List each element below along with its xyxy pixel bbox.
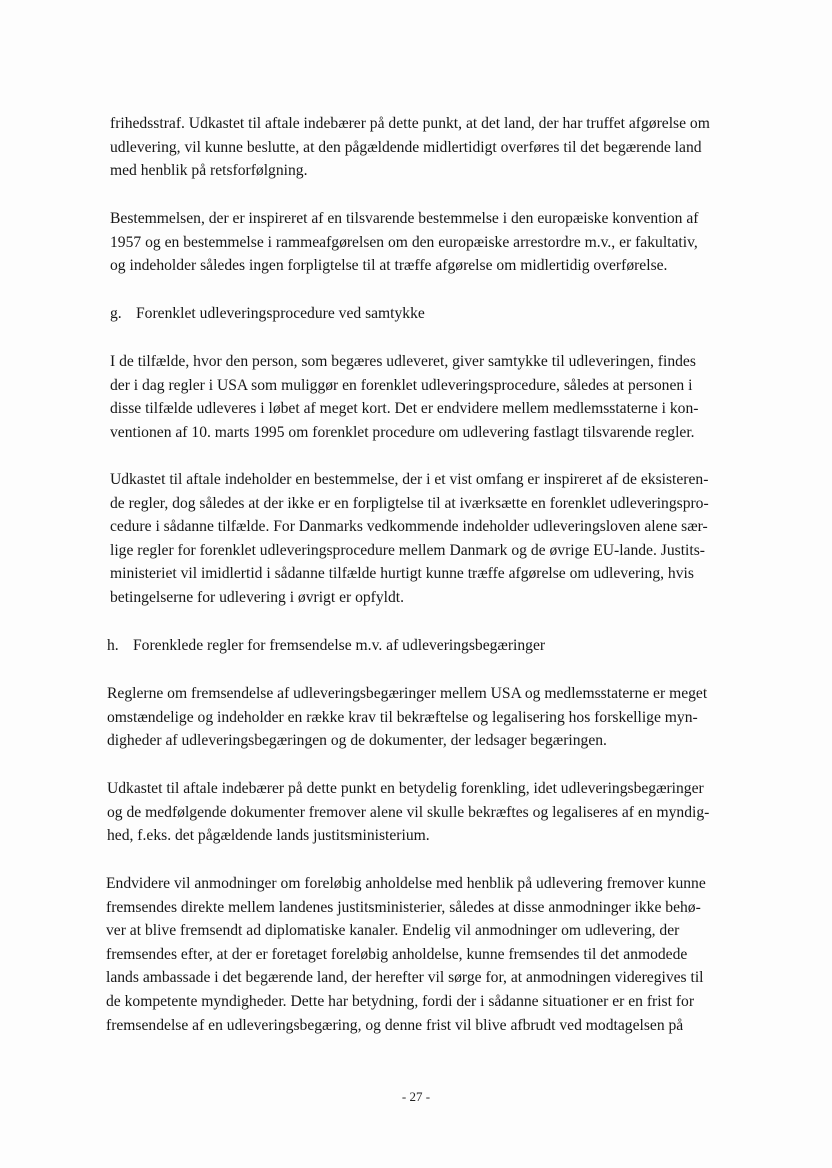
text-line: der i dag regler i USA som muliggør en forenklet udleveringsprocedure, således at personen i: [110, 376, 693, 394]
section-letter: h.: [107, 637, 119, 654]
section-letter: g.: [110, 305, 122, 322]
paragraph: [110, 112, 760, 183]
text-line: udlevering, vil kunne beslutte, at den pågældende midlertidigt overføres til det begærende land: [110, 138, 702, 156]
text-line: Udkastet til aftale indebærer på dette punkt en betydelig forenkling, idet udleveringsbegæringer: [107, 780, 704, 797]
paragraph: [107, 682, 757, 753]
paragraph: [106, 872, 756, 1037]
text-line: lands ambassade i det begærende land, der herefter vil sørge for, at anmodningen videregives til: [106, 969, 704, 987]
section-title: Forenklede regler for fremsendelse m.v. af udleveringsbegæringer: [133, 637, 546, 654]
text-line: frihedsstraf. Udkastet til aftale indebærer på dette punkt, at det land, der har truffet afgørelse om: [110, 115, 710, 132]
text-line: Udkastet til aftale indeholder en bestemmelse, der i et vist omfang er inspireret af de eksisteren-: [110, 471, 709, 488]
section-title: Forenklet udleveringsprocedure ved samtykke: [136, 305, 425, 322]
text-line: cedure i sådanne tilfælde. For Danmarks vedkommende indeholder udleveringsloven alene sær-: [110, 518, 708, 536]
text-line: Endvidere vil anmodninger om foreløbig anholdelse med henblik på udlevering fremover kunne: [106, 875, 706, 892]
text-line: fremsendes direkte mellem landenes justitsministerier, således at disse anmodninger ikke behø-: [106, 898, 701, 916]
paragraph: [107, 777, 757, 848]
text-line: og de medfølgende dokumenter fremover alene vil skulle bekræftes og legaliseres af en myndig-: [107, 803, 710, 821]
text-line: ver at blive fremsendt ad diplomatiske kanaler. Endelig vil anmodninger om udlevering, der: [106, 922, 680, 940]
text-line: de kompetente myndigheder. Dette har betydning, fordi der i sådanne situationer er en frist for: [106, 992, 695, 1010]
text-line: omstændelige og indeholder en række krav til bekræftelse og legalisering hos forskellige myn-: [107, 708, 698, 726]
text-line: 1957 og en bestemmelse i rammeafgørelsen om den europæiske arrestordre m.v., er fakultativ,: [110, 233, 698, 251]
text-line: Bestemmelsen, der er inspireret af en tilsvarende bestemmelse i den europæiske konvention af: [110, 210, 699, 227]
text-line: fremsendelse af en udleveringsbegæring, og denne frist vil blive afbrudt ved modtagelsen på: [106, 1016, 684, 1034]
text-line: lige regler for forenklet udleveringsprocedure mellem Danmark og de øvrige EU-lande. Justits-: [110, 541, 705, 559]
paragraph: [110, 207, 760, 278]
text-line: de regler, dog således at der ikke er en forpligtelse til at iværksætte en forenklet udleveringspro-: [110, 494, 709, 512]
text-line: ministeriet vil imidlertid i sådanne tilfælde hurtigt kunne træffe afgørelse om udlevering, hvis: [110, 565, 694, 583]
text-line: og indeholder således ingen forpligtelse til at træffe afgørelse om midlertidig overførelse.: [110, 257, 668, 275]
paragraph: [110, 350, 760, 444]
text-line: Reglerne om fremsendelse af udleveringsbegæringer mellem USA og medlemsstaterne er meget: [107, 685, 708, 702]
text-line: ventionen af 10. marts 1995 om forenklet procedure om udlevering fastlagt tilsvarende regler.: [110, 423, 695, 441]
text-line: disse tilfælde udleveres i løbet af meget kort. Det er endvidere mellem medlemsstaterne i kon-: [110, 400, 699, 418]
paragraph: [110, 468, 760, 610]
text-line: I de tilfælde, hvor den person, som begæres udleveret, giver samtykke til udleveringen, findes: [110, 353, 696, 370]
text-line: digheder af udleveringsbegæringen og de dokumenter, der ledsager begæringen.: [107, 732, 607, 750]
text-line: betingelserne for udlevering i øvrigt er opfyldt.: [110, 588, 405, 606]
text-line: fremsendes efter, at der er foretaget foreløbig anholdelse, kunne fremsendes til det anmodede: [106, 945, 688, 963]
section-heading: [107, 634, 545, 658]
page-number: - 27 -: [401, 1089, 431, 1104]
text-line: med henblik på retsforfølgning.: [110, 162, 308, 180]
section-heading: [110, 302, 425, 326]
text-line: hed, f.eks. det pågældende lands justitsministerium.: [107, 827, 430, 845]
